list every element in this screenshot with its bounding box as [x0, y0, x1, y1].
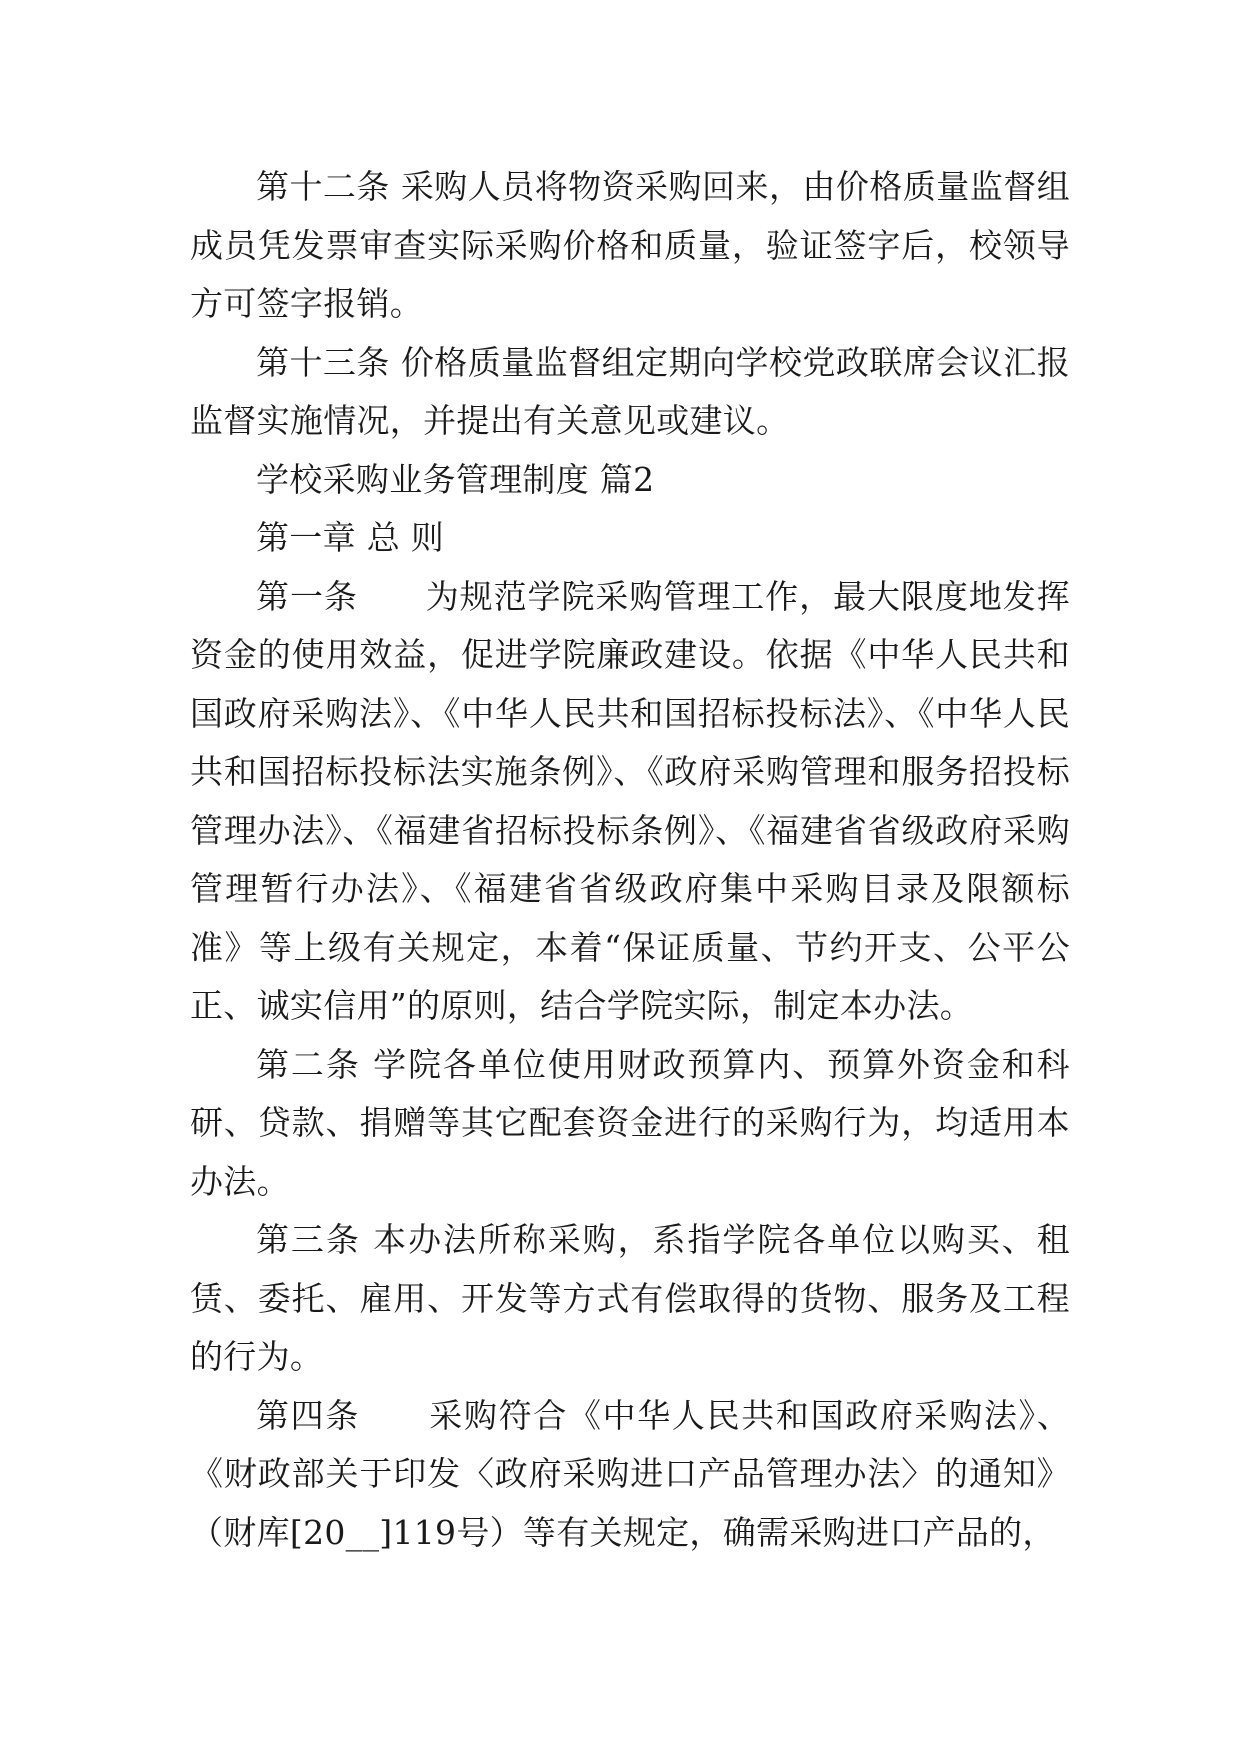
article-4-paragraph: 第四条 采购符合《中华人民共和国政府采购法》、《财政部关于印发〈政府采购进口产品管理办法〉的通知》（财库[20__]119号）等有关规定，确需采购进口产品的，: [190, 1395, 1070, 1552]
article-12-paragraph: 第十二条 采购人员将物资采购回来，由价格质量监督组成员凭发票审查实际采购价格和质量，验证签字后，校领导方可签字报销。: [190, 167, 1070, 323]
article-1-paragraph: 第一条 为规范学院采购管理工作，最大限度地发挥资金的使用效益，促进学院廉政建设。依据《中华人民共和国政府采购法》、《中华人民共和国招标投标法》、《中华人民共和国招标投标法实施条例》、《政府采购管理和服务招投标管理办法》、《福建省招标投标条例》、《福建省省级政府采购管理暂行办法》、《福建省省级政府集中采购目录及限额标准》等上级有关规定，本着“保证质量、节约开支、公平公正、诚实信用”的原则，结合学院实际，制定本办法。: [190, 576, 1070, 1025]
article-13-paragraph: 第十三条 价格质量监督组定期向学校党政联席会议汇报监督实施情况，并提出有关意见或建议。: [190, 342, 1070, 440]
article-2-paragraph: 第二条 学院各单位使用财政预算内、预算外资金和科研、贷款、捐赠等其它配套资金进行的采购行为，均适用本办法。: [190, 1044, 1070, 1201]
section-title: 学校采购业务管理制度 篇2: [256, 459, 655, 499]
article-3-paragraph: 第三条 本办法所称采购，系指学院各单位以购买、租赁、委托、雇用、开发等方式有偿取得的货物、服务及工程的行为。: [190, 1220, 1070, 1376]
document-body: [190, 158, 1070, 1562]
chapter-heading: 第一章 总 则: [256, 518, 445, 557]
